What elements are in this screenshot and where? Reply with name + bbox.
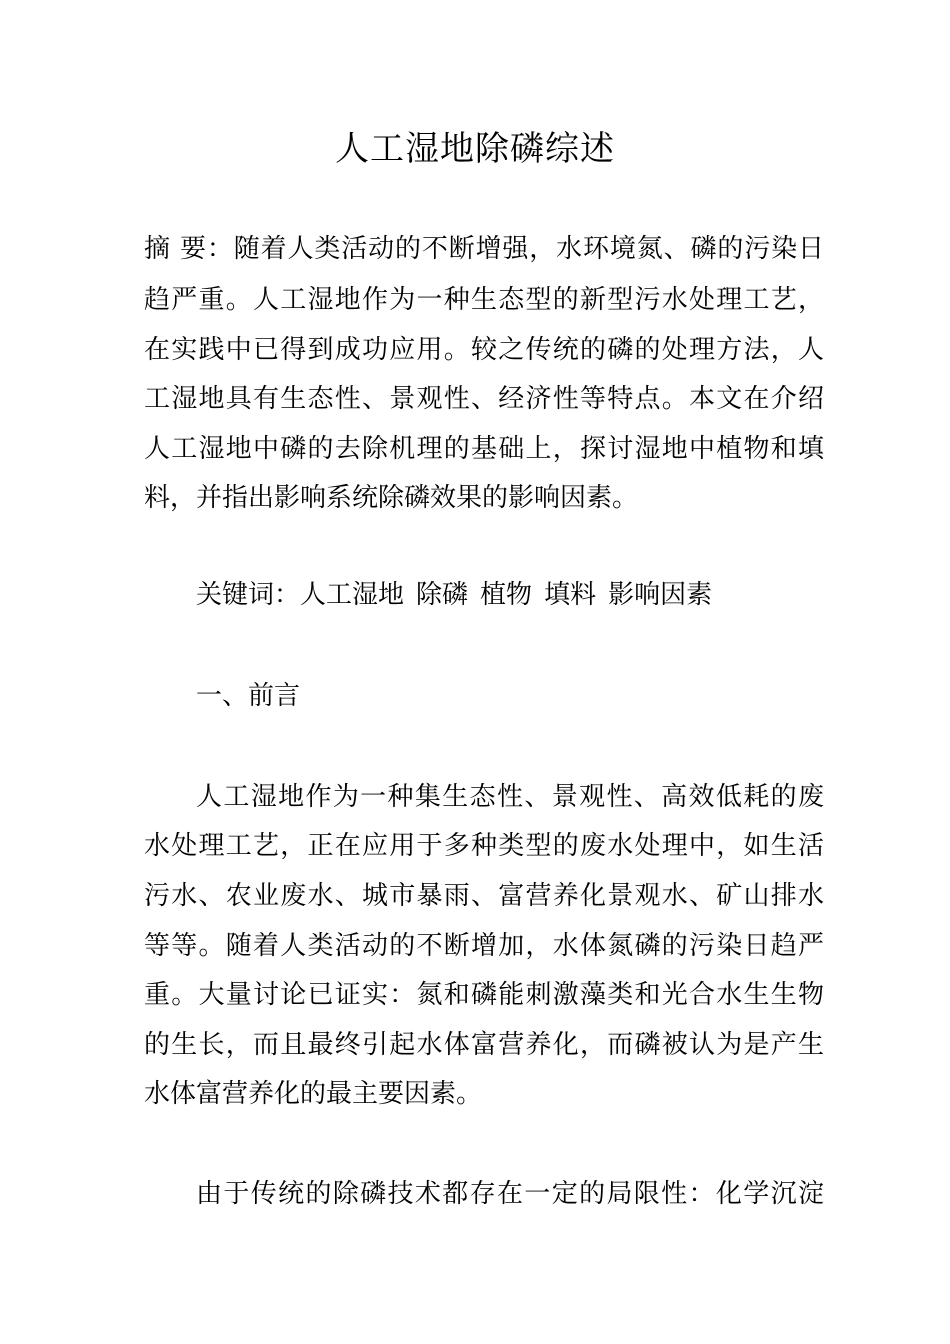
paragraph-line: 水处理工艺，正在应用于多种类型的废水处理中，如生活 xyxy=(144,831,824,861)
paragraph-line: 人工湿地作为一种集生态性、景观性、高效低耗的废 xyxy=(196,782,824,812)
paragraph-line: 等等。随着人类活动的不断增加，水体氮磷的污染日趋严 xyxy=(144,931,824,961)
abstract-line: 料，并指出影响系统除磷效果的影响因素。 xyxy=(144,483,639,513)
keyword: 填料 xyxy=(544,580,597,610)
paragraph-line: 由于传统的除磷技术都存在一定的局限性：化学沉淀 xyxy=(196,1179,824,1209)
section-heading: 一、前言 xyxy=(196,681,301,711)
keywords-line xyxy=(196,577,712,613)
document-title: 人工湿地除磷综述 xyxy=(335,129,615,169)
paragraph-line: 的生长，而且最终引起水体富营养化，而磷被认为是产生 xyxy=(144,1030,824,1060)
paragraph-line: 水体富营养化的最主要因素。 xyxy=(144,1079,483,1109)
paragraph-line: 重。大量讨论已证实：氮和磷能刺激藻类和光合水生生物 xyxy=(144,980,824,1010)
abstract-line: 在实践中已得到成功应用。较之传统的磷的处理方法，人 xyxy=(144,335,824,365)
keywords-label: 关键词： xyxy=(196,580,301,610)
abstract-line: 趋严重。人工湿地作为一种生态型的新型污水处理工艺， xyxy=(144,285,824,315)
abstract-line: 人工湿地中磷的去除机理的基础上，探讨湿地中植物和填 xyxy=(144,434,824,464)
paragraph-line: 污水、农业废水、城市暴雨、富营养化景观水、矿山排水 xyxy=(144,881,824,911)
keyword: 人工湿地 xyxy=(300,580,405,610)
keyword: 除磷 xyxy=(416,580,469,610)
keyword: 植物 xyxy=(480,580,533,610)
abstract-line: 工湿地具有生态性、景观性、经济性等特点。本文在介绍 xyxy=(144,384,824,414)
keyword: 影响因素 xyxy=(608,580,713,610)
abstract-line: 摘 要：随着人类活动的不断增强，水环境氮、磷的污染日 xyxy=(144,234,824,264)
